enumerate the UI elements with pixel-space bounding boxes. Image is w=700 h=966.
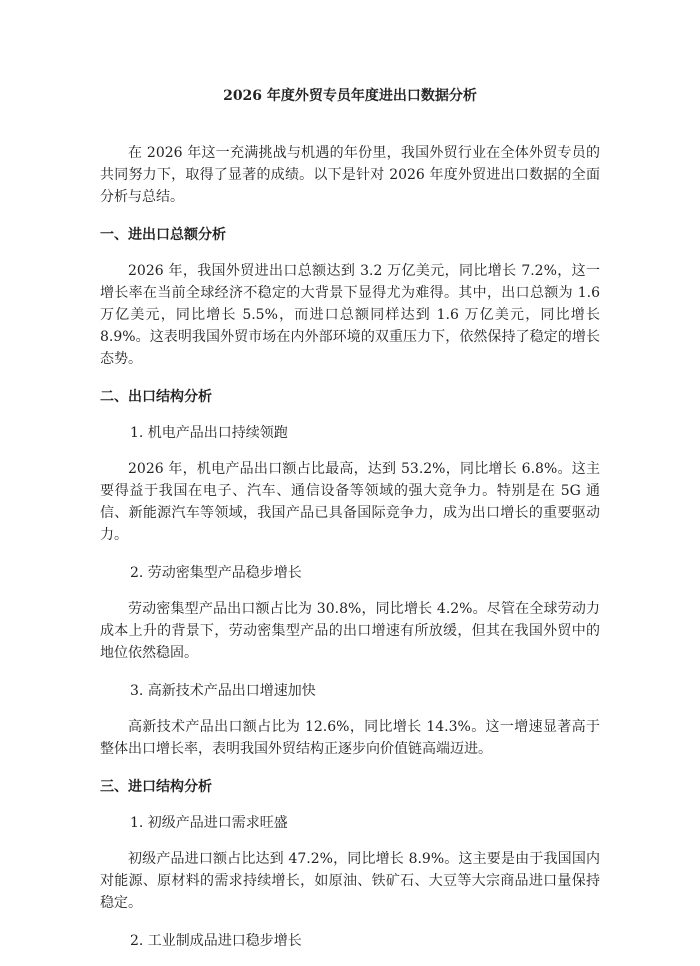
document-title: 2026 年度外贸专员年度进出口数据分析 bbox=[223, 88, 477, 104]
section-paragraph: 2026 年，我国外贸进出口总额达到 3.2 万亿美元，同比增长 7.2%，这一增长率在当前全球经济不稳定的大背景下显得尤为难得。其中，出口总额为 1.6 万亿美元，同比增长 5.5%，而进口总额同样达到 1.6 万亿美元，同比增长 8.9%。这表明我国外贸市场在内外部环境的双重压力下，依然保持了稳定的增长态势。 bbox=[100, 263, 600, 367]
document-body bbox=[100, 142, 600, 966]
section-import-structure bbox=[100, 776, 600, 952]
subsection-paragraph: 高新技术产品出口额占比为 12.6%，同比增长 14.3%。这一增速显著高于整体出口增长率，表明我国外贸结构正逐步向价值链高端迈进。 bbox=[100, 719, 600, 757]
section-heading: 一、进出口总额分析 bbox=[100, 227, 226, 243]
subsection-heading: 1. 初级产品进口需求旺盛 bbox=[130, 815, 288, 831]
subsection-heading: 1. 机电产品出口持续领跑 bbox=[130, 425, 288, 441]
subsection-paragraph: 初级产品进口额占比达到 47.2%，同比增长 8.9%。这主要是由于我国国内对能源、原材料的需求持续增长，如原油、铁矿石、大豆等大宗商品进口量保持稳定。 bbox=[100, 851, 600, 911]
section-total bbox=[100, 224, 600, 370]
subsection-paragraph: 劳动密集型产品出口额占比为 30.8%，同比增长 4.2%。尽管在全球劳动力成本上升的背景下，劳动密集型产品的出口增速有所放缓，但其在我国外贸中的地位依然稳固。 bbox=[100, 601, 600, 661]
intro-paragraph: 在 2026 年这一充满挑战与机遇的年份里，我国外贸行业在全体外贸专员的共同努力下，取得了显著的成绩。以下是针对 2026 年度外贸进出口数据的全面分析与总结。 bbox=[100, 145, 600, 205]
subsection-heading: 2. 工业制成品进口稳步增长 bbox=[130, 933, 302, 949]
subsection-heading: 3. 高新技术产品出口增速加快 bbox=[130, 683, 316, 699]
section-export-structure bbox=[100, 386, 600, 760]
section-heading: 三、进口结构分析 bbox=[100, 779, 212, 795]
section-heading: 二、出口结构分析 bbox=[100, 389, 212, 405]
subsection-heading: 2. 劳动密集型产品稳步增长 bbox=[130, 565, 302, 581]
subsection-paragraph: 2026 年，机电产品出口额占比最高，达到 53.2%，同比增长 6.8%。这主要得益于我国在电子、汽车、通信设备等领域的强大竞争力。特别是在 5G 通信、新能源汽车等领域，我国产品已具备国际竞争力，成为出口增长的重要驱动力。 bbox=[100, 461, 600, 543]
